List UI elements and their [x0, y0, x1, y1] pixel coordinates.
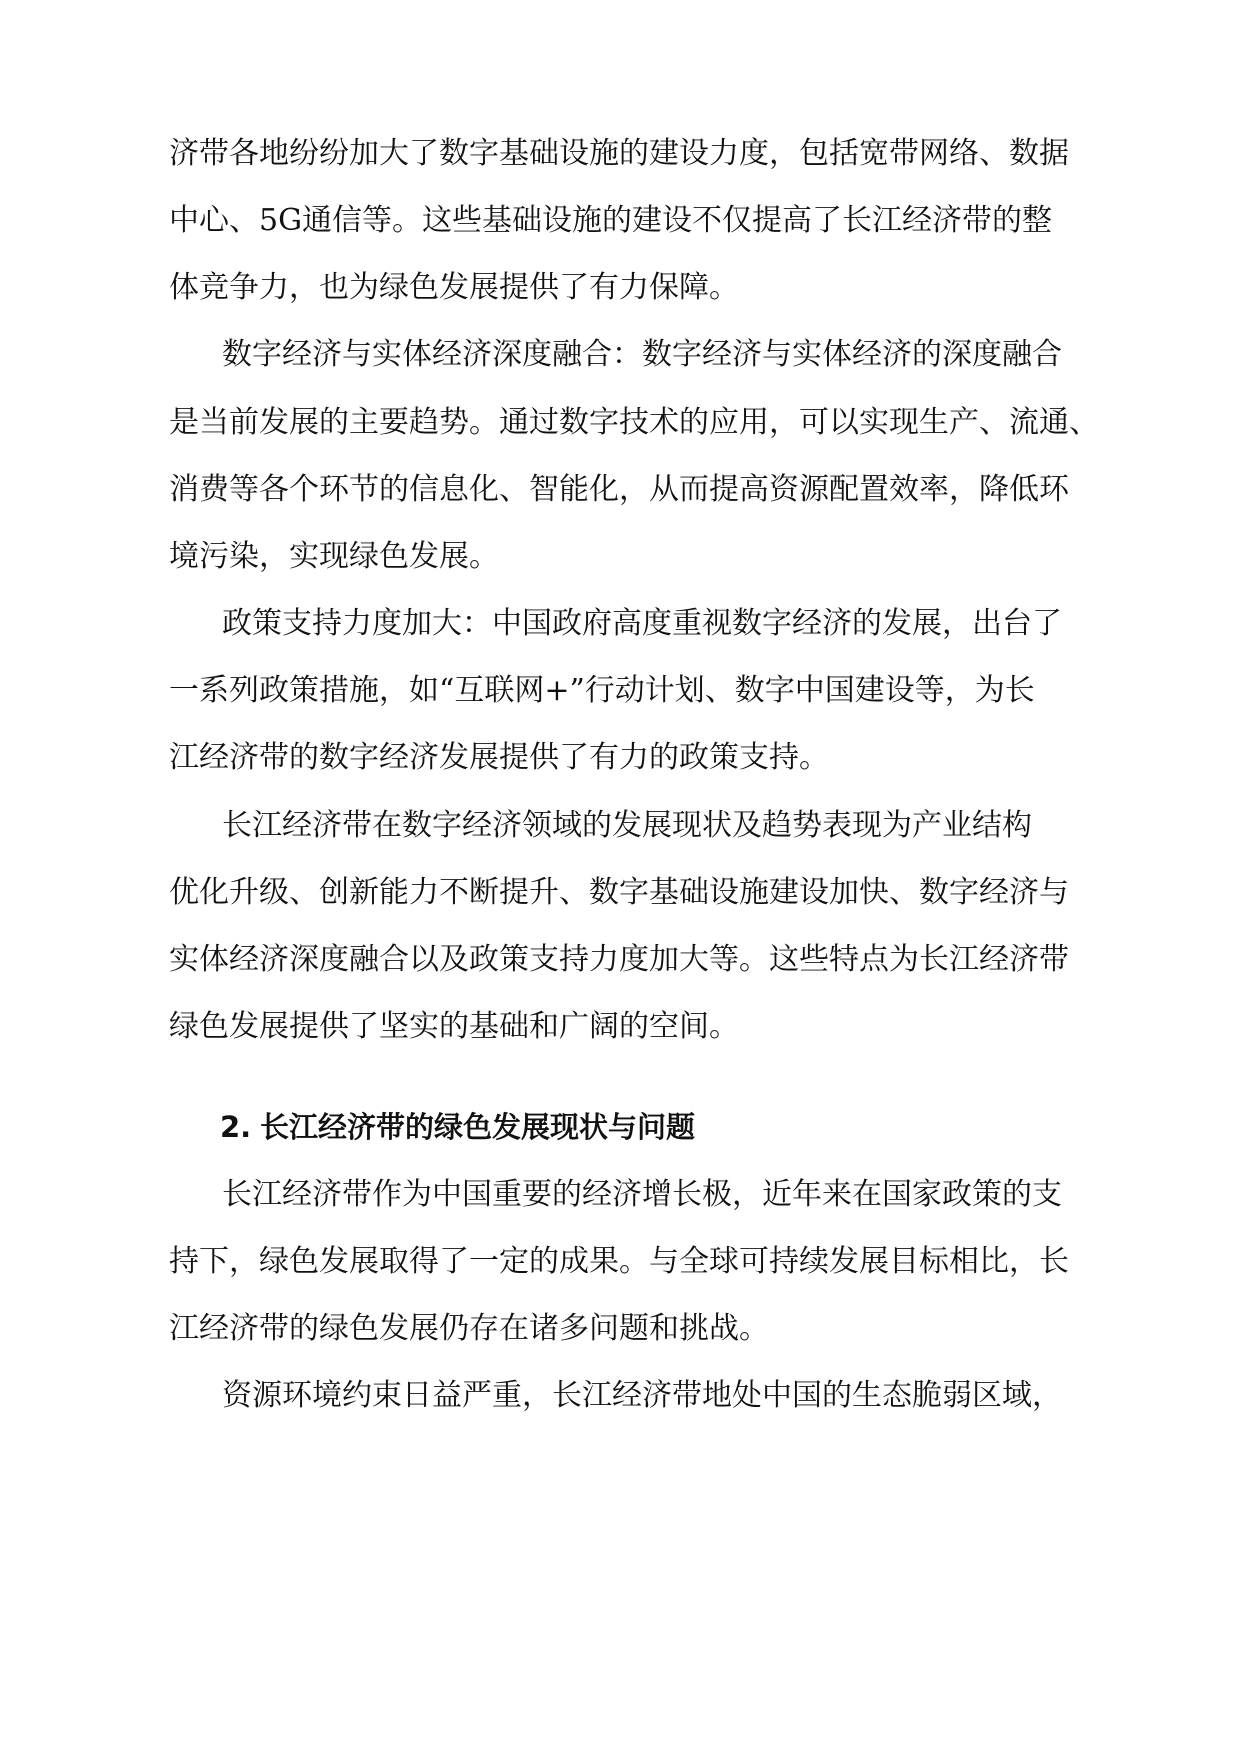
text-line: 济带各地纷纷加大了数字基础设施的建设力度，包括宽带网络、数据 [169, 136, 1069, 171]
paragraph-line [0, 1007, 1241, 1083]
text-line: 数字经济与实体经济深度融合：数字经济与实体经济的深度融合 [222, 337, 1062, 372]
paragraph-line [0, 1376, 1241, 1452]
section-number: 2. [220, 1110, 252, 1144]
paragraph-line [0, 873, 1241, 949]
text-line: 体竞争力，也为绿色发展提供了有力保障。 [169, 270, 739, 305]
paragraph-line [0, 268, 1241, 344]
paragraph-line [0, 671, 1241, 747]
text-line: 长江经济带作为中国重要的经济增长极，近年来在国家政策的支 [222, 1177, 1062, 1212]
text-line: 实体经济深度融合以及政策支持力度加大等。这些特点为长江经济带 [169, 942, 1069, 977]
text-line: 长江经济带在数字经济领域的发展现状及趋势表现为产业结构 [222, 808, 1032, 843]
text-line: 消费等各个环节的信息化、智能化，从而提高资源配置效率，降低环 [169, 472, 1069, 507]
text-line: 一系列政策措施，如“互联网+”行动计划、数字中国建设等，为长 [169, 673, 1035, 708]
paragraph-line [0, 537, 1241, 613]
text-line: 优化升级、创新能力不断提升、数字基础设施建设加快、数字经济与 [169, 875, 1069, 910]
paragraph-line [0, 940, 1241, 1016]
paragraph-line [0, 738, 1241, 814]
paragraph-line [0, 403, 1241, 479]
paragraph-line [0, 134, 1241, 210]
text-line: 中心、5G通信等。这些基础设施的建设不仅提高了长江经济带的整 [169, 203, 1053, 238]
section-heading [0, 1107, 1241, 1183]
text-line: 绿色发展提供了坚实的基础和广阔的空间。 [169, 1009, 739, 1044]
paragraph-line [0, 806, 1241, 882]
text-line: 政策支持力度加大：中国政府高度重视数字经济的发展，出台了 [222, 606, 1062, 641]
text-line: 江经济带的绿色发展仍存在诸多问题和挑战。 [169, 1311, 769, 1346]
paragraph-line [0, 335, 1241, 411]
paragraph-line [0, 201, 1241, 277]
paragraph-line [0, 1242, 1241, 1318]
paragraph-line [0, 1175, 1241, 1251]
paragraph-line [0, 1309, 1241, 1385]
text-line: 境污染，实现绿色发展。 [169, 539, 499, 574]
paragraph-line [0, 470, 1241, 546]
text-line: 江经济带的数字经济发展提供了有力的政策支持。 [169, 740, 829, 775]
text-line: 资源环境约束日益严重，长江经济带地处中国的生态脆弱区域， [222, 1378, 1062, 1413]
text-line: 持下，绿色发展取得了一定的成果。与全球可持续发展目标相比，长 [169, 1244, 1069, 1279]
section-title: 长江经济带的绿色发展现状与问题 [260, 1110, 696, 1144]
paragraph-line [0, 604, 1241, 680]
text-line: 是当前发展的主要趋势。通过数字技术的应用，可以实现生产、流通、 [169, 405, 1099, 440]
